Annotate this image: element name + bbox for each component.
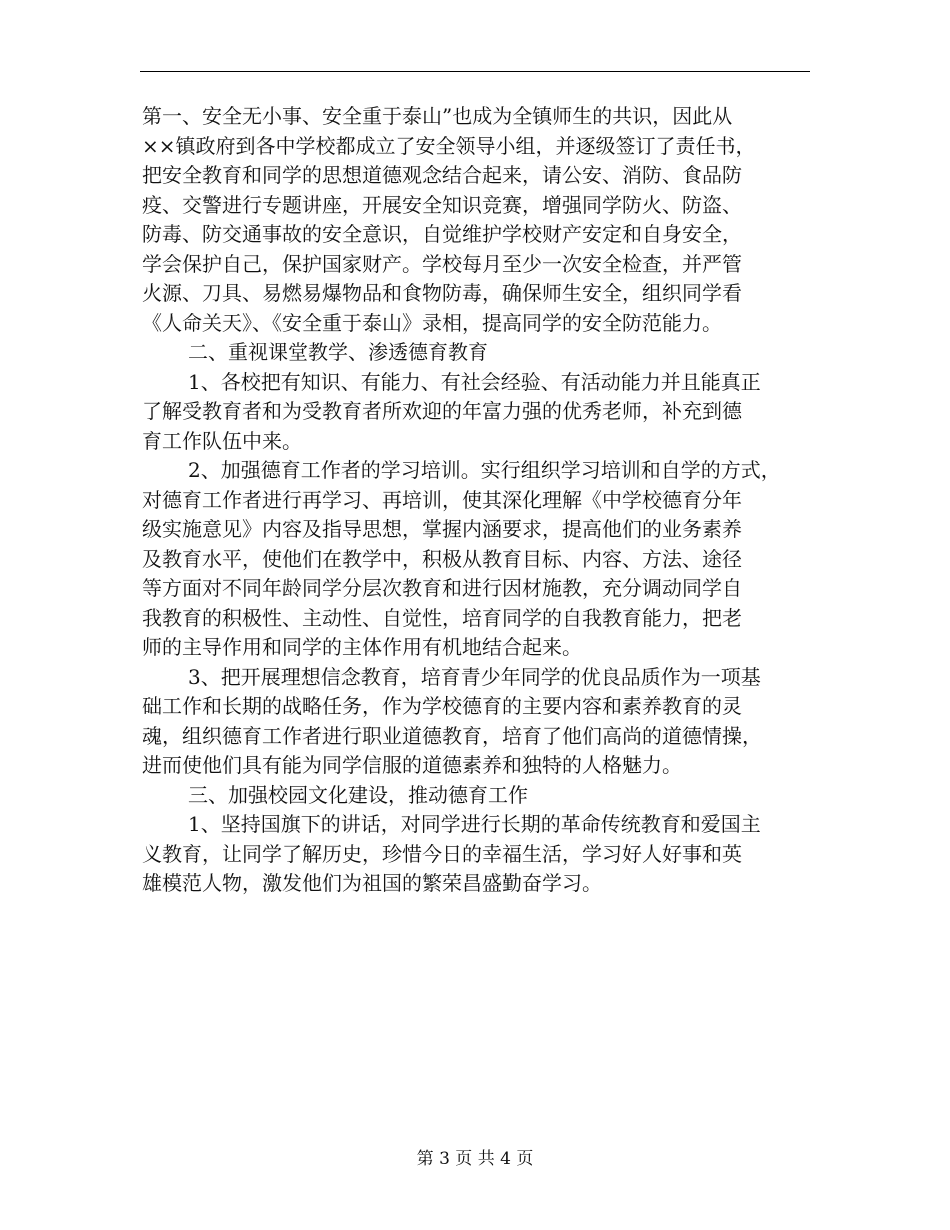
text-line: 对德育工作者进行再学习、再培训，使其深化理解《中学校德育分年 [142, 487, 742, 512]
header-rule [140, 71, 810, 72]
text-line: 《人命关天》、《安全重于泰山》录相，提高同学的安全防范能力。 [142, 310, 722, 335]
text-line: 1、坚持国旗下的讲话，对同学进行长期的革命传统教育和爱国主 [188, 812, 761, 836]
text-line: 师的主导作用和同学的主体作用有机地结合起来。 [142, 635, 582, 659]
text-line: 把安全教育和同学的思想道德观念结合起来，请公安、消防、食品防 [142, 163, 742, 187]
text-line: 三、加强校园文化建设，推动德育工作 [188, 782, 528, 807]
text-line: 第一、安全无小事、安全重于泰山”也成为全镇师生的共识，因此从 [142, 104, 733, 128]
document-body [142, 102, 812, 899]
page-number: 第 3 页 共 4 页 [416, 1149, 534, 1169]
text-line: 级实施意见》内容及指导思想，掌握内涵要求，提高他们的业务素养 [142, 517, 742, 541]
text-line: 魂，组织德育工作者进行职业道德教育，培育了他们高尚的道德情操， [142, 723, 762, 748]
text-line: 学会保护自己，保护国家财产。学校每月至少一次安全检查，并严管 [142, 251, 742, 276]
text-line: 进而使他们具有能为同学信服的道德素养和独特的人格魅力。 [142, 753, 682, 777]
text-line: 2、加强德育工作者的学习培训。实行组织学习培训和自学的方式， [188, 458, 781, 482]
text-line: 二、重视课堂教学、渗透德育教育 [188, 340, 488, 364]
text-line: 火源、刀具、易燃易爆物品和食物防毒，确保师生安全，组织同学看 [142, 281, 742, 305]
text-line: 3、把开展理想信念教育，培育青少年同学的优良品质作为一项基 [188, 664, 761, 689]
text-line: 等方面对不同年龄同学分层次教育和进行因材施教，充分调动同学自 [142, 576, 742, 600]
text-line: 疫、交警进行专题讲座，开展安全知识竞赛，增强同学防火、防盗、 [142, 192, 742, 217]
text-line: 了解受教育者和为受教育者所欢迎的年富力强的优秀老师，补充到德 [142, 399, 742, 423]
text-line: ××镇政府到各中学校都成立了安全领导小组，并逐级签订了责任书， [142, 133, 756, 158]
text-line: 育工作队伍中来。 [142, 428, 302, 453]
text-line: 义教育，让同学了解历史，珍惜今日的幸福生活，学习好人好事和英 [142, 841, 742, 866]
text-line: 1、各校把有知识、有能力、有社会经验、有活动能力并且能真正 [188, 369, 761, 394]
text-line: 及教育水平，使他们在教学中，积极从教育目标、内容、方法、途径 [142, 546, 742, 571]
text-line: 防毒、防交通事故的安全意识，自觉维护学校财产安定和自身安全， [142, 222, 742, 246]
text-line: 雄模范人物，激发他们为祖国的繁荣昌盛勤奋学习。 [142, 871, 602, 895]
text-line: 础工作和长期的战略任务，作为学校德育的主要内容和素养教育的灵 [142, 694, 742, 718]
text-line: 我教育的积极性、主动性、自觉性，培育同学的自我教育能力，把老 [142, 605, 742, 630]
